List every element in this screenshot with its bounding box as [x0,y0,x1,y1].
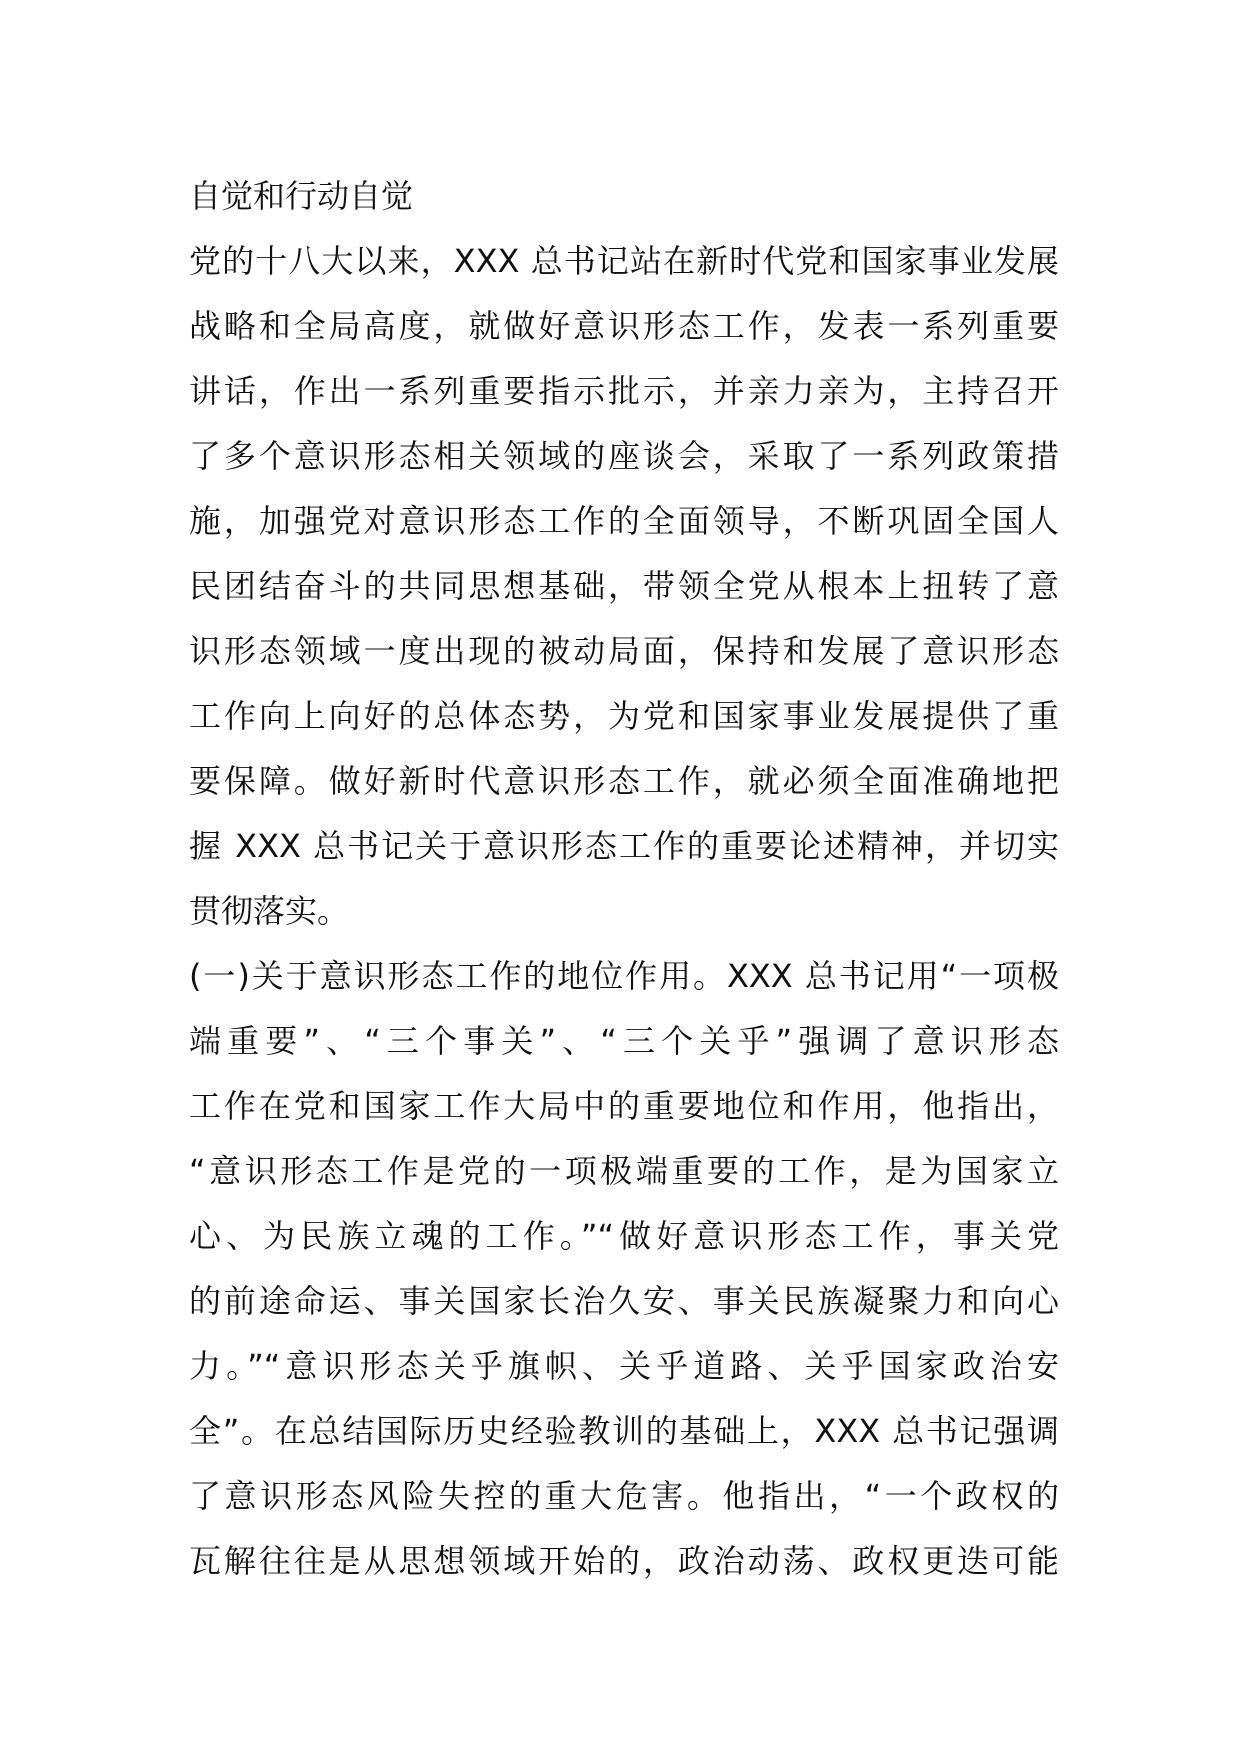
text-line: 全”。在总结国际历史经验教训的基础上，XXX 总书记强调 [189,1412,1059,1450]
text-line: 的前途命运、事关国家长治久安、事关民族凝聚力和向心 [189,1282,1059,1320]
text-line: 讲话，作出一系列重要指示批示，并亲力亲为，主持召开 [189,372,1059,410]
text-line: 党的十八大以来，XXX 总书记站在新时代党和国家事业发展 [189,242,1059,280]
text-line: 自觉和行动自觉 [189,177,414,215]
text-line: 工作在党和国家工作大局中的重要地位和作用，他指出， [189,1087,1059,1125]
text-line: 瓦解往往是从思想领域开始的，政治动荡、政权更迭可能 [189,1542,1059,1580]
text-line: 贯彻落实。 [189,892,350,930]
text-line: “意识形态工作是党的一项极端重要的工作，是为国家立 [189,1152,1059,1190]
text-line: 要保障。做好新时代意识形态工作，就必须全面准确地把 [189,762,1059,800]
text-line: 了多个意识形态相关领域的座谈会，采取了一系列政策措 [189,437,1059,475]
text-line: 了意识形态风险失控的重大危害。他指出，“一个政权的 [189,1477,1059,1515]
text-line: 施，加强党对意识形态工作的全面领导，不断巩固全国人 [189,502,1059,540]
text-line: 心、为民族立魂的工作。”“做好意识形态工作，事关党 [189,1217,1059,1255]
text-line: 识形态领域一度出现的被动局面，保持和发展了意识形态 [189,632,1059,670]
text-line: 端重要”、“三个事关”、“三个关乎”强调了意识形态 [189,1022,1059,1060]
document-body [189,164,1059,1594]
text-line: 民团结奋斗的共同思想基础，带领全党从根本上扭转了意 [189,567,1059,605]
text-line: 战略和全局高度，就做好意识形态工作，发表一系列重要 [189,307,1059,345]
text-line: 力。”“意识形态关乎旗帜、关乎道路、关乎国家政治安 [189,1347,1059,1385]
text-line: 握 XXX 总书记关于意识形态工作的重要论述精神，并切实 [189,827,1059,865]
text-line: 工作向上向好的总体态势，为党和国家事业发展提供了重 [189,697,1059,735]
text-line: (一)关于意识形态工作的地位作用。XXX 总书记用“一项极 [189,957,1059,995]
